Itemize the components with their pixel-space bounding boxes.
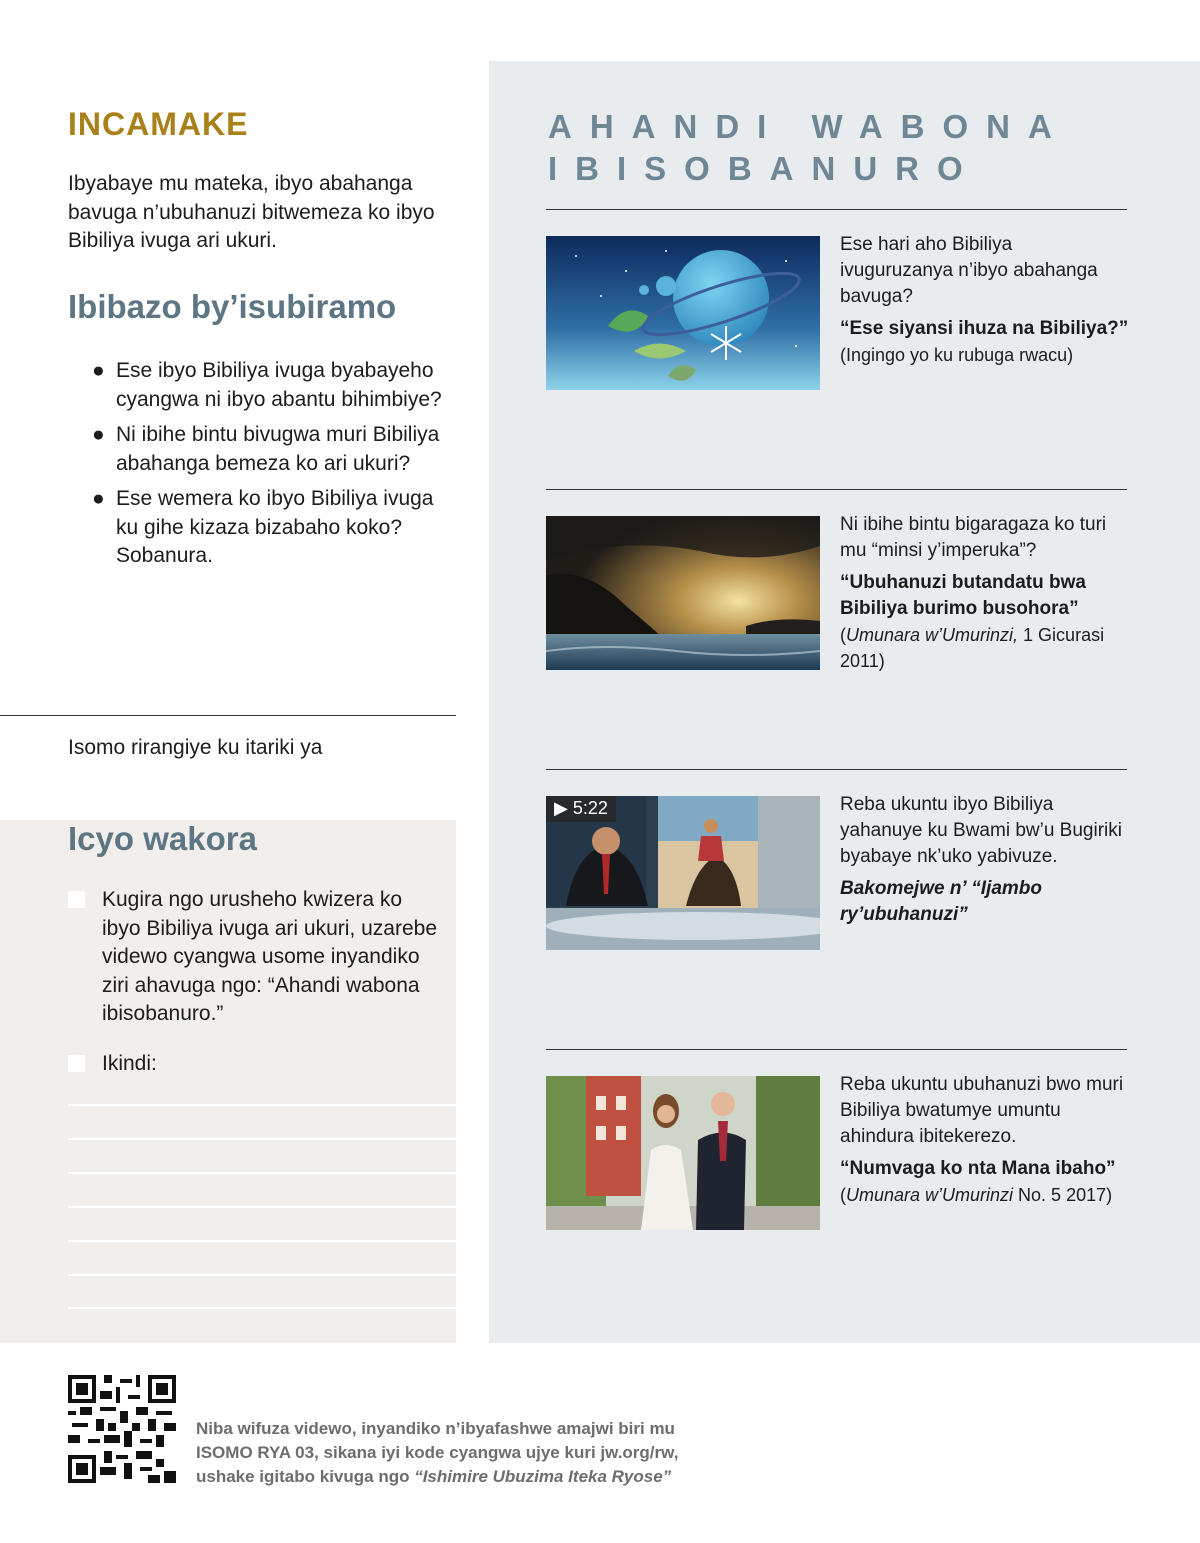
bullet-icon: ● — [92, 423, 105, 446]
summary-text: Ibyabaye mu mateka, ibyo abahanga bavuga n’ubuhanuzi bitwemeza ko ibyo Bibiliya ivuga ari ukuri. — [68, 172, 435, 252]
item-source: (Umunara w’Umurinzi, 1 Gicurasi 2011) — [840, 625, 1105, 671]
checkbox[interactable] — [68, 1055, 85, 1072]
lesson-date-label: Isomo rirangiye ku itariki ya — [68, 736, 323, 759]
qr-code-icon[interactable] — [68, 1375, 176, 1483]
write-line[interactable] — [68, 1138, 456, 1140]
divider — [0, 715, 456, 716]
news-anchor-video-thumbnail[interactable] — [546, 796, 820, 950]
item-description: Reba ukuntu ibyo Bibiliya yahanuye ku Bwami bw’u Bugiriki byabaye nk’uko yabivuze. — [840, 794, 1122, 867]
review-question: ● Ese ibyo Bibiliya ivuga byabayeho cyangwa ni ibyo abantu bihimbiye? — [92, 359, 442, 411]
summary-heading: INCAMAKE — [68, 106, 249, 142]
video-link[interactable]: Bakomejwe n’ “Ijambo ry’ubuhanuzi” — [840, 878, 1043, 925]
article-link[interactable]: “Ubuhanuzi butandatu bwa Bibiliya burimo busohora” — [840, 572, 1086, 619]
review-question-list — [90, 357, 460, 578]
bullet-icon: ● — [92, 487, 105, 510]
todo-item-text: Ikindi: — [102, 1052, 157, 1075]
item-divider — [546, 1049, 1127, 1050]
write-line[interactable] — [68, 1240, 456, 1242]
article-link[interactable]: “Ese siyansi ihuza na Bibiliya?” — [840, 318, 1129, 339]
write-line[interactable] — [68, 1172, 456, 1174]
item-divider — [546, 209, 1127, 210]
todo-item — [68, 886, 438, 1029]
todo-item-other — [68, 1050, 438, 1079]
planet-leaves-snowflake-illustration[interactable] — [546, 236, 820, 390]
item-description: Reba ukuntu ubuhanuzi bwo muri Bibiliya bwatumye umuntu ahindura ibitekerezo. — [840, 1074, 1124, 1147]
write-line[interactable] — [68, 1206, 456, 1208]
todo-item-text: Kugira ngo urusheho kwizera ko ibyo Bibiliya ivuga ari ukuri, uzarebe videwo cyangwa usome inyandiko ziri ahavuga ngo: “Ahandi wabona ibisobanuro.” — [102, 888, 438, 1025]
item-description: Ni ibihe bintu bigaragaza ko turi mu “minsi y’imperuka”? — [840, 514, 1107, 561]
write-line[interactable] — [68, 1274, 456, 1276]
item-divider — [546, 769, 1127, 770]
bullet-icon: ● — [92, 359, 105, 382]
more-info-item — [840, 512, 1130, 674]
stormy-sky-sea-photo[interactable] — [546, 516, 820, 670]
todo-heading: Icyo wakora — [68, 820, 257, 857]
more-info-item — [840, 792, 1130, 928]
more-info-item — [840, 232, 1130, 369]
write-line[interactable] — [68, 1104, 456, 1106]
footer-text: Niba wifuza videwo, inyandiko n’ibyafashwe amajwi biri mu ISOMO RYA 03, sikana iyi kode cyangwa ujye kuri jw.org/rw, ushake igitabo kivuga ngo “Ishimire Ubuzima Iteka Ryose” — [196, 1419, 679, 1486]
more-info-item — [840, 1072, 1130, 1208]
item-divider — [546, 489, 1127, 490]
more-info-heading: AHANDI WABONA IBISOBANURO — [548, 108, 1069, 187]
father-daughter-walking-photo[interactable] — [546, 1076, 820, 1230]
item-source: (Ingingo yo ku rubuga rwacu) — [840, 345, 1074, 365]
article-link[interactable]: “Numvaga ko nta Mana ibaho” — [840, 1158, 1116, 1179]
write-line[interactable] — [68, 1307, 456, 1309]
item-description: Ese hari aho Bibiliya ivuguruzanya n’ibyo abahanga bavuga? — [840, 234, 1098, 307]
play-icon: ▶ — [554, 798, 568, 818]
review-question: ● Ese wemera ko ibyo Bibiliya ivuga ku gihe kizaza bizabaho koko? Sobanura. — [92, 487, 434, 567]
item-source: (Umunara w’Umurinzi No. 5 2017) — [840, 1185, 1113, 1205]
video-duration-badge: ▶ 5:22 — [546, 796, 616, 822]
review-heading: Ibibazo by’isubiramo — [68, 288, 397, 325]
checkbox[interactable] — [68, 891, 85, 908]
review-question: ● Ni ibihe bintu bivugwa muri Bibiliya abahanga bemeza ko ari ukuri? — [92, 423, 440, 475]
